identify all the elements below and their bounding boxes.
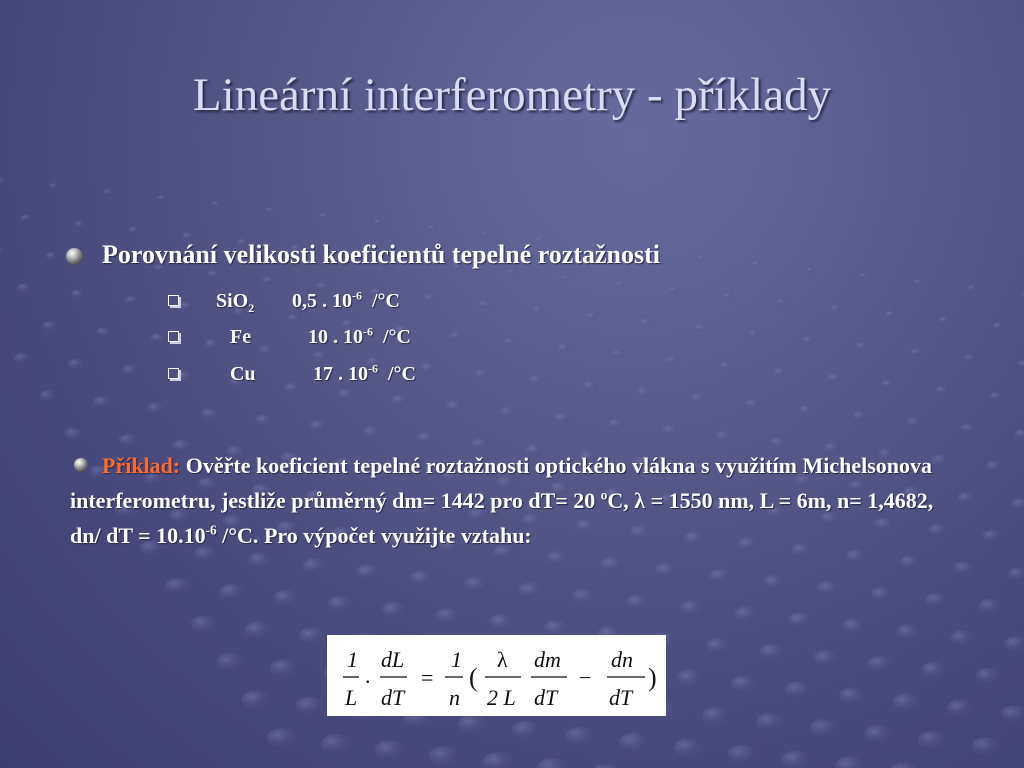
background-dot [751, 261, 760, 267]
background-dot [93, 396, 111, 408]
background-dot [773, 368, 787, 377]
background-dot [572, 588, 596, 603]
background-dot [179, 302, 193, 311]
background-dot [529, 375, 544, 385]
slide-title: Lineární interferometry - příklady [192, 69, 832, 121]
background-dot [511, 720, 540, 739]
background-dot [435, 608, 460, 624]
background-dot [954, 561, 975, 575]
background-dot [961, 423, 976, 433]
background-dot [950, 630, 974, 645]
background-dot [191, 615, 217, 632]
background-dot [1018, 360, 1024, 368]
background-dot [565, 726, 594, 745]
background-dot [827, 374, 841, 383]
background-dot [993, 323, 1004, 330]
background-dot [392, 395, 408, 406]
background-dot [316, 282, 328, 290]
background-dot [475, 369, 490, 379]
square-bullet-icon [168, 331, 179, 342]
background-dot [777, 299, 788, 306]
material-name: SiO$_2$ [216, 290, 255, 315]
background-dot [615, 281, 626, 288]
background-dot [64, 428, 83, 441]
background-dot [248, 552, 272, 567]
background-dot [165, 578, 190, 594]
background-dot [122, 365, 138, 376]
svg-text:2 L: 2 L [487, 685, 516, 710]
background-dot [871, 587, 893, 601]
background-dot [205, 339, 220, 349]
background-dot [319, 213, 328, 219]
background-dot [373, 219, 382, 225]
background-dot [424, 294, 436, 302]
background-dot [785, 681, 811, 698]
square-bullet-icon [168, 368, 179, 379]
formula-dT: dT [381, 685, 405, 710]
background-dot [483, 752, 514, 768]
sphere-bullet-icon [74, 458, 88, 472]
background-dot [591, 764, 622, 768]
background-dot [503, 338, 517, 347]
background-dot [763, 575, 785, 589]
background-dot [147, 402, 165, 414]
background-dot [0, 315, 3, 325]
background-dot [907, 417, 922, 427]
background-dot [867, 656, 892, 672]
background-dot [1004, 636, 1024, 651]
background-dot [770, 437, 786, 448]
formula-equation [327, 635, 666, 716]
background-dot [125, 296, 139, 305]
background-dot [716, 431, 732, 442]
background-dot [709, 569, 731, 583]
background-dot [925, 593, 947, 607]
background-dot [183, 233, 194, 240]
background-dot [363, 426, 381, 438]
background-dot [611, 350, 625, 359]
svg-text:): ) [648, 663, 657, 692]
background-dot [481, 231, 490, 237]
svg-text:dn: dn [611, 647, 633, 672]
background-dot [537, 758, 568, 768]
background-dot [759, 644, 784, 660]
background-dot [913, 279, 922, 285]
background-dot [267, 728, 298, 748]
formula-equals: = [421, 665, 434, 690]
formula-dL: dL [381, 647, 405, 672]
background-dot [691, 393, 706, 403]
background-dot [241, 690, 270, 709]
background-dot [669, 287, 680, 294]
background-dot [338, 389, 354, 400]
background-dot [864, 725, 892, 743]
background-dot [842, 618, 866, 633]
background-dot [918, 731, 946, 749]
background-dot [982, 530, 1001, 543]
background-dot [457, 714, 486, 733]
background-dot [673, 738, 702, 757]
background-dot [49, 183, 58, 189]
background-dot [216, 653, 244, 671]
background-dot [935, 386, 949, 395]
background-dot [756, 713, 784, 731]
example-text-2: C, λ = 1550 nm, L = 6m, n= 1,4682, dn/ dT = 10.10 [70, 488, 934, 548]
background-dot [532, 306, 544, 314]
background-dot [255, 414, 273, 426]
background-dot [839, 687, 865, 704]
background-dot [375, 740, 406, 760]
background-dot [208, 270, 220, 278]
background-dot [853, 411, 868, 421]
background-dot [601, 557, 623, 571]
background-dot [211, 201, 220, 207]
background-dot [356, 564, 380, 579]
background-dot [245, 621, 271, 638]
background-dot [118, 434, 137, 447]
svg-text:dm: dm [534, 647, 561, 672]
background-dot [802, 336, 814, 344]
background-dot [554, 413, 570, 424]
background-dot [799, 405, 814, 415]
background-dot [655, 563, 677, 577]
formula-lambda: λ [497, 647, 508, 672]
background-dot [727, 744, 756, 763]
background-dot [921, 662, 946, 678]
background-dot [723, 293, 734, 300]
example-text-3: /°C. Pro výpočet využijte vztahu: [216, 523, 532, 548]
background-dot [835, 756, 864, 768]
svg-text:n: n [449, 685, 460, 710]
background-dot [697, 255, 706, 261]
material-name: Cu [230, 363, 256, 385]
background-dot [831, 305, 842, 312]
background-dot [313, 351, 328, 361]
svg-text:dT: dT [534, 685, 558, 710]
background-dot [75, 221, 86, 228]
background-dot [129, 227, 140, 234]
background-dot [449, 332, 463, 341]
background-dot [626, 594, 650, 609]
background-dot [889, 762, 918, 768]
background-dot [662, 425, 678, 436]
background-dot [893, 693, 919, 710]
background-dot [219, 584, 244, 600]
background-dot [975, 668, 1000, 684]
svg-text:−: − [579, 665, 592, 690]
background-dot [748, 330, 760, 338]
background-dot [1008, 567, 1024, 581]
background-dot [910, 348, 922, 356]
background-dot [71, 290, 85, 299]
background-dot [417, 432, 435, 444]
background-dot [262, 276, 274, 284]
background-dot [557, 344, 571, 353]
material-coefficient: 0,5 . $10^{-6}$ /°C [292, 288, 400, 312]
background-dot [302, 558, 326, 573]
background-dot [859, 273, 868, 279]
background-dot [788, 612, 812, 627]
background-dot [14, 353, 30, 364]
background-dot [665, 356, 679, 365]
bullet-heading: Porovnání velikosti koeficientů tepelné roztažnosti [102, 240, 660, 269]
background-dot [781, 750, 810, 768]
background-dot [518, 582, 542, 597]
background-dot [381, 602, 406, 618]
material-coefficient: 10 . $10^{-6}$ /°C [308, 324, 411, 348]
background-dot [68, 359, 84, 370]
background-dot [989, 392, 1003, 401]
background-dot [299, 627, 325, 644]
background-dot [265, 207, 274, 213]
background-dot [608, 419, 624, 430]
background-dot [896, 624, 920, 639]
background-dot [947, 699, 973, 716]
background-dot [39, 390, 57, 402]
background-dot [0, 246, 4, 254]
svg-text:dT: dT [609, 685, 633, 710]
background-dot [446, 401, 462, 412]
background-dot [637, 387, 652, 397]
background-dot [619, 732, 648, 751]
background-dot [201, 408, 219, 420]
background-dot [287, 314, 301, 323]
background-dot [295, 696, 324, 715]
square-bullet-icon [168, 295, 179, 306]
background-dot [1015, 429, 1024, 439]
background-dot [429, 746, 460, 766]
background-dot [680, 600, 704, 615]
svg-text:.: . [365, 663, 371, 688]
sphere-bullet-icon [66, 248, 83, 265]
background-dot [1001, 705, 1024, 722]
background-dot [97, 327, 112, 337]
svg-text:1: 1 [451, 647, 462, 672]
background-dot [103, 189, 112, 195]
svg-text:(: ( [469, 663, 478, 692]
background-dot [21, 215, 32, 222]
example-text-1: Ověřte koeficient tepelné roztažnosti optického vlákna s využitím Michelsonova interferometru, jestliže průměrný dm= 1442 pro dT= 20 [70, 453, 933, 513]
background-dot [321, 734, 352, 754]
background-dot [731, 675, 757, 692]
material-name: Fe [230, 326, 252, 348]
material-coefficient: 17 . $10^{-6}$ /°C [313, 361, 416, 385]
background-dot [410, 570, 434, 585]
background-dot [0, 177, 5, 183]
background-dot [986, 461, 1002, 472]
background-dot [427, 225, 436, 231]
background-dot [745, 399, 760, 409]
example-label: Příklad: [102, 453, 181, 478]
background-dot [270, 659, 298, 677]
background-dot [284, 383, 300, 394]
background-dot [586, 312, 598, 320]
background-dot [694, 324, 706, 332]
background-dot [967, 285, 976, 291]
background-dot [719, 362, 733, 371]
background-dot [979, 599, 1001, 613]
background-dot [157, 195, 166, 201]
background-dot [583, 381, 598, 391]
background-dot [939, 317, 950, 324]
background-dot [17, 284, 31, 293]
background-dot [259, 345, 274, 355]
background-dot [900, 555, 921, 569]
background-dot [309, 420, 327, 432]
background-dot [972, 737, 1000, 755]
background-dot [677, 669, 703, 686]
background-dot [813, 650, 838, 666]
background-dot [561, 275, 572, 282]
background-dot [273, 590, 298, 606]
background-dot [421, 363, 436, 373]
background-dot [734, 606, 758, 621]
background-dot [1011, 498, 1024, 510]
background-dot [640, 318, 652, 326]
formula-one: 1 [347, 647, 358, 672]
background-dot [805, 267, 814, 273]
background-dot [881, 380, 895, 389]
background-dot [817, 581, 839, 595]
formula-image [327, 635, 666, 716]
background-dot [702, 707, 730, 725]
background-dot [705, 638, 730, 654]
background-dot [957, 492, 975, 504]
background-dot [327, 596, 352, 612]
background-dot [478, 300, 490, 308]
formula-L: L [345, 685, 358, 710]
background-dot [46, 252, 58, 260]
background-dot [500, 407, 516, 418]
background-dot [464, 576, 488, 591]
background-dot [151, 333, 166, 343]
background-dot [964, 354, 976, 362]
background-dot [856, 342, 868, 350]
background-dot [489, 614, 514, 630]
example-paragraph: Příklad: Ověřte koeficient tepelné roztažnosti optického vlákna s využitím Michelsonova interferometru, jestliže průměrný dm= 1442 pro dT= 20 $^o$C, λ = 1550 nm, L = 6m, n= 1,4682, dn/ dT = $10.10^{-6}$ /°C. Pro výpočet využijte vztahu: [70, 453, 934, 548]
background-dot [543, 620, 568, 636]
background-dot [810, 719, 838, 737]
background-dot [43, 321, 58, 331]
background-dot [885, 311, 896, 318]
